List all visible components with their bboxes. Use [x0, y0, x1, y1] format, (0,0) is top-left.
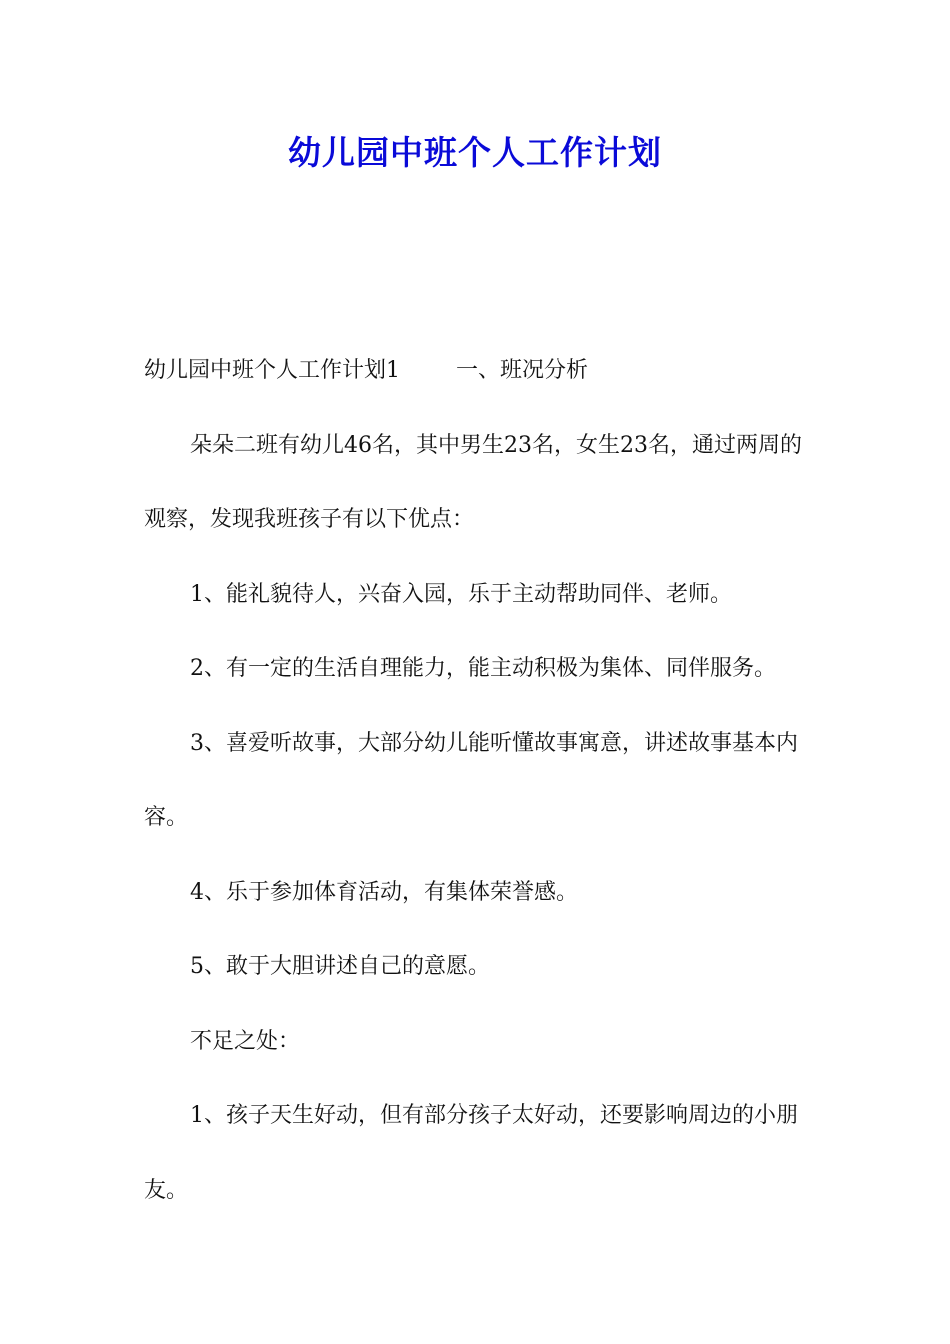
paragraph-shortcoming-1: 1、孩子天生好动，但有部分孩子太好动，还要影响周边的小朋友。 — [144, 1103, 798, 1203]
plan-heading: 幼儿园中班个人工作计划1 — [144, 358, 400, 383]
paragraph-strength-5: 5、敢于大胆讲述自己的意愿。 — [190, 954, 490, 979]
section-heading: 一、班况分析 — [456, 358, 589, 383]
paragraph-shortcomings-heading: 不足之处： — [190, 1028, 301, 1054]
paragraph-strength-1: 1、能礼貌待人，兴奋入园，乐于主动帮助同伴、老师。 — [190, 581, 732, 607]
paragraph-strength-4: 4、乐于参加体育活动，有集体荣誉感。 — [190, 879, 578, 905]
section-heading-line — [144, 334, 816, 409]
document-body — [144, 334, 816, 1228]
paragraph-class-overview: 朵朵二班有幼儿46名，其中男生23名，女生23名，通过两周的观察，发现我班孩子有以下优点： — [144, 432, 802, 532]
paragraph-strength-3: 3、喜爱听故事，大部分幼儿能听懂故事寓意，讲述故事基本内容。 — [144, 730, 798, 830]
paragraph-strength-2: 2、有一定的生活自理能力，能主动积极为集体、同伴服务。 — [190, 656, 776, 681]
document-title: 幼儿园中班个人工作计划 — [288, 133, 662, 172]
